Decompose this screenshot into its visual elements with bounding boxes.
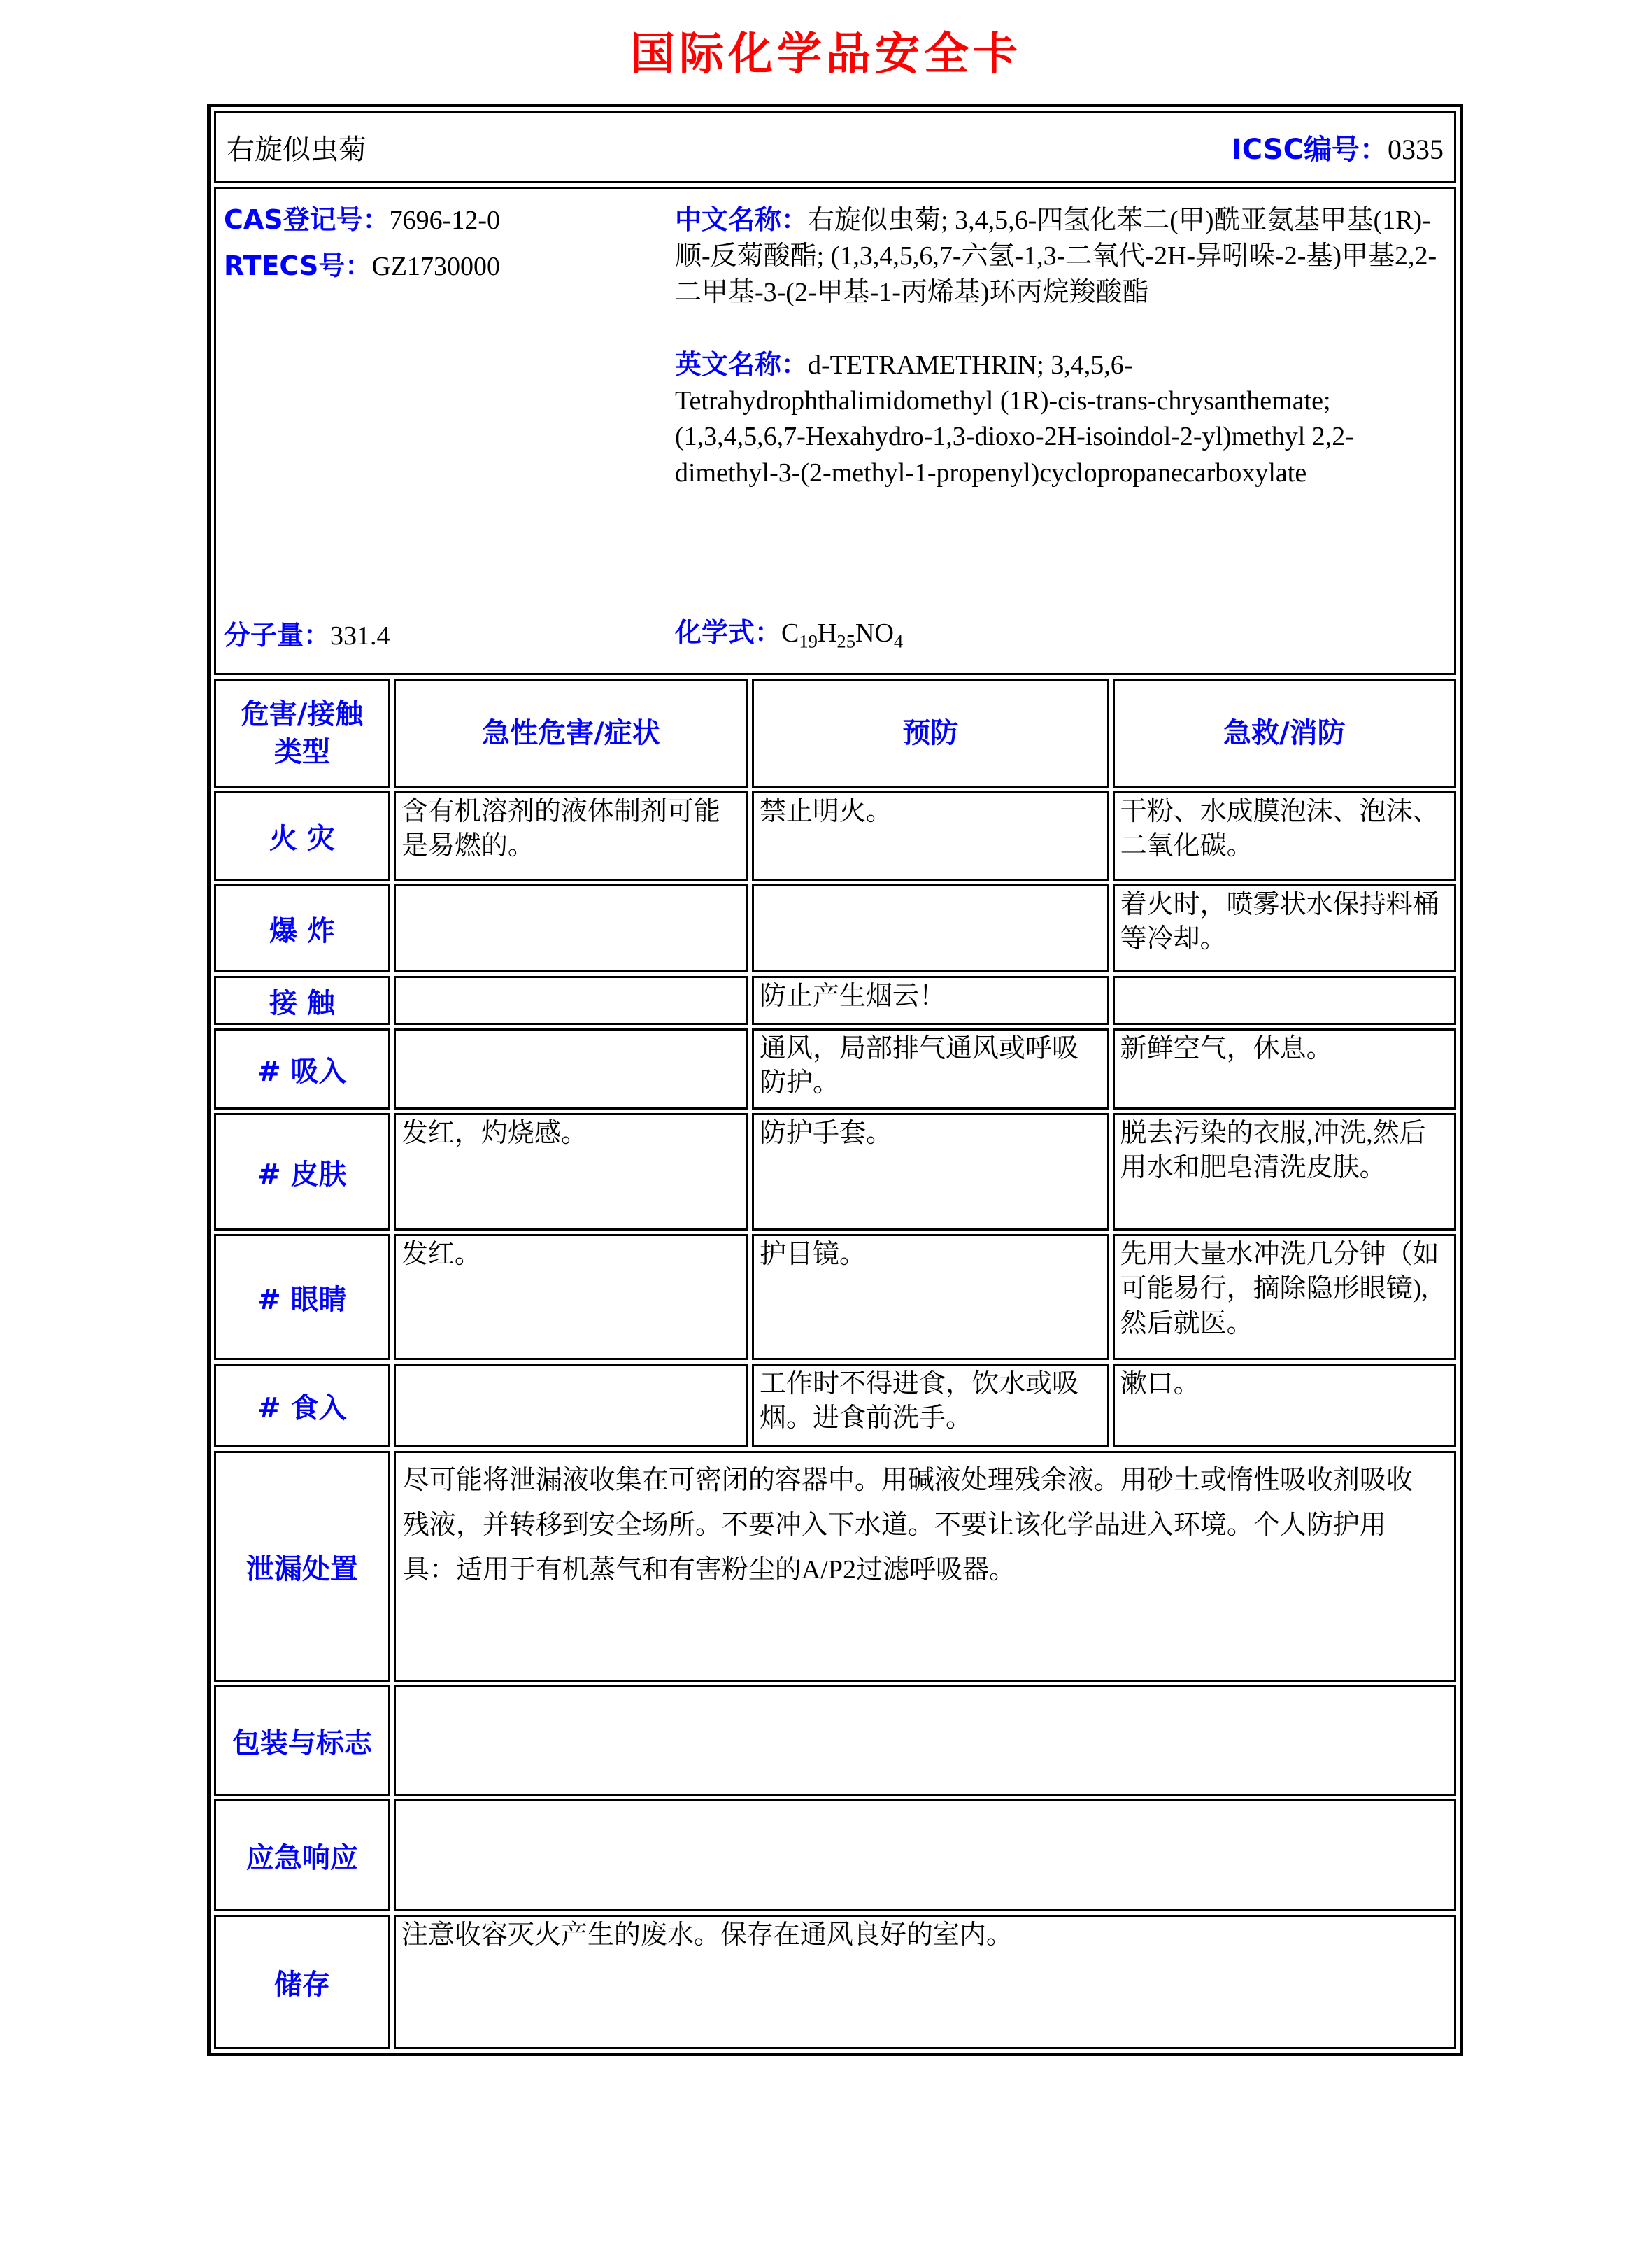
eyes-prevention: 护目镜。 (752, 1234, 1109, 1360)
row-label-eyes: # 眼睛 (214, 1234, 390, 1360)
chemical-formula-value: $C_{19}H_{25}NO_4$ (781, 618, 904, 652)
identifiers-row (214, 187, 1456, 675)
row-label-storage: 储存 (214, 1915, 390, 2049)
storage-content: 注意收容灭火产生的废水。保存在通风良好的室内。 (394, 1915, 1456, 2049)
ingestion-symptoms (394, 1364, 748, 1447)
table-row-fire (214, 791, 1456, 881)
english-name-value: d-TETRAMETHRIN; 3,4,5,6-Tetrahydrophthalimidomethyl (1R)-cis-trans-chrysanthemate; (1,3,4,5,6,7-Hexahydro-1,3-dioxo-2H-isoindol-2-yl)methyl 2,2-dimethyl-3-(2-methyl-1-propenyl)cyclopropanecarboxylate (675, 350, 1354, 488)
fire-symptoms: 含有机溶剂的液体制剂可能是易燃的。 (394, 791, 748, 881)
fire-prevention: 禁止明火。 (752, 791, 1109, 881)
chinese-name (675, 202, 1446, 311)
rtecs-value: GZ1730000 (371, 252, 501, 282)
cas-number-line (224, 202, 675, 239)
english-name-label: 英文名称： (675, 348, 809, 380)
english-name (675, 347, 1446, 491)
chemical-names (675, 202, 1446, 615)
chemical-formula (675, 615, 1446, 654)
skin-prevention: 防护手套。 (752, 1113, 1109, 1231)
fire-response: 干粉、水成膜泡沫、泡沫、二氧化碳。 (1113, 791, 1456, 881)
inhalation-response: 新鲜空气，休息。 (1113, 1028, 1456, 1110)
header-prevention: 预防 (752, 679, 1109, 788)
row-label-ingestion: # 食入 (214, 1364, 390, 1447)
rtecs-number-line (224, 248, 675, 285)
name-row (214, 111, 1456, 183)
molecular-weight-label: 分子量： (224, 619, 331, 651)
icsc-card-table (207, 104, 1463, 2056)
icsc-number (1232, 127, 1444, 167)
row-label-spill-disposal: 泄漏处置 (214, 1451, 390, 1682)
table-row-emergency-response (214, 1799, 1456, 1911)
row-label-fire: 火 灾 (214, 791, 390, 881)
eyes-symptoms: 发红。 (394, 1234, 748, 1360)
packaging-content (394, 1685, 1456, 1796)
header-response: 急救/消防 (1113, 679, 1456, 788)
substance-name: 右旋似虫菊 (227, 133, 366, 165)
row-label-inhalation: # 吸入 (214, 1028, 390, 1110)
identifiers-cell (214, 187, 1456, 675)
registry-numbers (224, 202, 675, 615)
ingestion-response: 漱口。 (1113, 1364, 1456, 1447)
table-row-contact (214, 976, 1456, 1025)
chinese-name-label: 中文名称： (675, 204, 809, 235)
skin-response: 脱去污染的衣服,冲洗,然后用水和肥皂清洗皮肤。 (1113, 1113, 1456, 1231)
table-row-skin (214, 1113, 1456, 1231)
ingestion-prevention: 工作时不得进食，饮水或吸烟。进食前洗手。 (752, 1364, 1109, 1447)
molecular-weight (224, 618, 675, 654)
contact-response (1113, 976, 1456, 1025)
inhalation-symptoms (394, 1028, 748, 1110)
inhalation-prevention: 通风，局部排气通风或呼吸防护。 (752, 1028, 1109, 1110)
molecular-weight-value: 331.4 (330, 621, 390, 651)
rtecs-label: RTECS号： (224, 250, 372, 282)
header-hazard-type: 危害/接触 类型 (214, 679, 390, 788)
header-symptoms: 急性危害/症状 (394, 679, 748, 788)
table-row-storage (214, 1915, 1456, 2049)
table-row-spill-disposal (214, 1451, 1456, 1682)
row-label-contact: 接 触 (214, 976, 390, 1025)
page-title: 国际化学品安全卡 (630, 29, 1022, 80)
skin-symptoms: 发红，灼烧感。 (394, 1113, 748, 1231)
row-label-explosion: 爆 炸 (214, 884, 390, 972)
explosion-symptoms (394, 884, 748, 972)
eyes-response: 先用大量水冲洗几分钟（如可能易行，摘除隐形眼镜),然后就医。 (1113, 1234, 1456, 1360)
cas-label: CAS登记号： (224, 204, 390, 235)
icsc-number-value: 0335 (1388, 133, 1444, 165)
icsc-number-label: ICSC编号： (1231, 133, 1388, 166)
chinese-name-value: 右旋似虫菊; 3,4,5,6-四氢化苯二(甲)酰亚氨基甲基(1R)-顺-反菊酸酯; (1,3,4,5,6,7-六氢-1,3-二氧代-2H-异吲哚-2-基)甲基2,2-二甲基-3-(2-甲基-1-丙烯基)环丙烷羧酸酯 (675, 206, 1437, 307)
row-label-skin: # 皮肤 (214, 1113, 390, 1231)
table-row-explosion (214, 884, 1456, 972)
emergency-response-content (394, 1799, 1456, 1911)
spill-disposal-content: 尽可能将泄漏液收集在可密闭的容器中。用碱液处理残余液。用砂土或惰性吸收剂吸收残液，并转移到安全场所。不要冲入下水道。不要让该化学品进入环境。个人防护用具：适用于有机蒸气和有害粉尘的A/P2过滤呼吸器。 (394, 1451, 1456, 1682)
contact-prevention: 防止产生烟云！ (752, 976, 1109, 1025)
explosion-response: 着火时，喷雾状水保持料桶等冷却。 (1113, 884, 1456, 972)
contact-symptoms (394, 976, 748, 1025)
table-row-eyes (214, 1234, 1456, 1360)
chemical-formula-label: 化学式： (675, 616, 782, 648)
cas-value: 7696-12-0 (389, 206, 500, 235)
table-row-ingestion (214, 1364, 1456, 1447)
hazard-header-row (214, 679, 1456, 788)
explosion-prevention (752, 884, 1109, 972)
table-row-packaging (214, 1685, 1456, 1796)
row-label-emergency-response: 应急响应 (214, 1799, 390, 1911)
table-row-inhalation (214, 1028, 1456, 1110)
row-label-packaging: 包装与标志 (214, 1685, 390, 1796)
name-cell (214, 111, 1456, 183)
